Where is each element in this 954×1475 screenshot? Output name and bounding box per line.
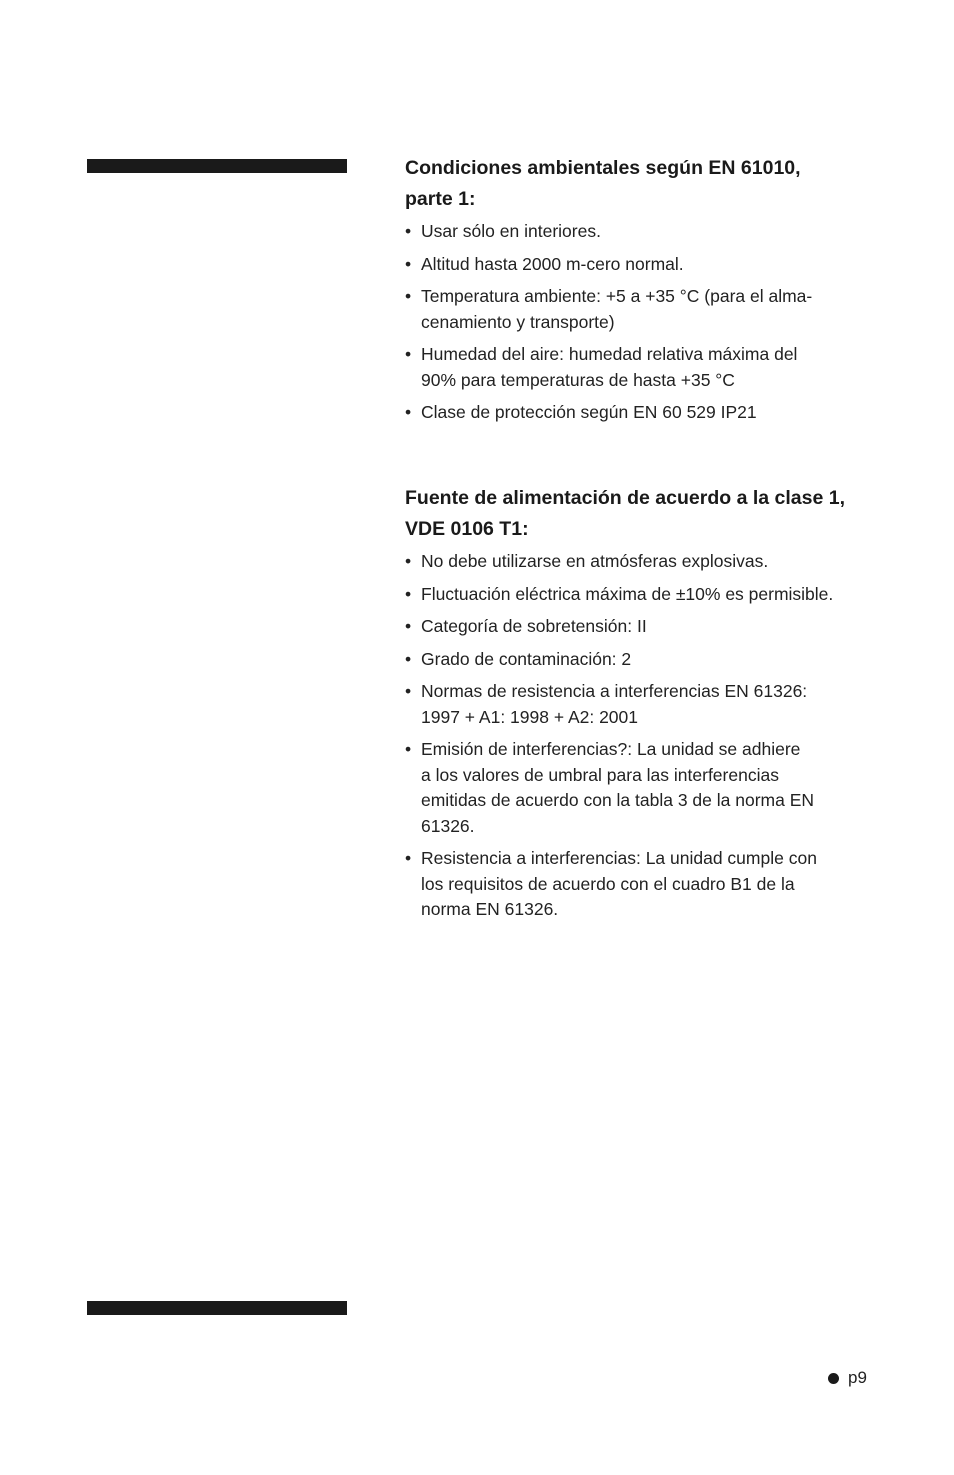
list-item — [405, 284, 875, 335]
bullet-icon: • — [405, 583, 412, 604]
bullet-icon: • — [405, 286, 412, 306]
circle-bullet-icon — [828, 1373, 839, 1384]
bullet-icon: • — [405, 681, 412, 701]
bullet-icon: • — [405, 402, 412, 422]
bullet-list — [405, 219, 875, 426]
list-item — [405, 582, 875, 608]
section-environmental-conditions — [405, 153, 875, 433]
heading-line: Fuente de alimentación de acuerdo a la clase 1, — [405, 487, 845, 509]
heading-line: Condiciones ambientales según EN 61010, — [405, 157, 801, 179]
bullet-list — [405, 549, 875, 923]
list-item-text: 61326. — [421, 815, 475, 836]
page-number — [828, 1367, 867, 1389]
list-item — [405, 400, 875, 426]
list-item-text: Emisión de interferencias?: La unidad se adhiere — [421, 739, 801, 759]
heading-line: parte 1: — [405, 188, 476, 210]
list-item-text: No debe utilizarse en atmósferas explosivas. — [421, 551, 769, 571]
list-item — [405, 679, 875, 730]
list-item-text: Altitud hasta 2000 m-cero normal. — [421, 253, 684, 274]
bullet-icon: • — [405, 848, 412, 868]
bullet-icon: • — [405, 253, 412, 274]
section-power-supply — [405, 483, 875, 930]
list-item-text: Resistencia a interferencias: La unidad cumple con — [421, 848, 817, 868]
list-item — [405, 846, 875, 923]
section-heading — [405, 483, 875, 545]
list-item-text: emitidas de acuerdo con la tabla 3 de la norma EN — [421, 790, 815, 810]
list-item-text: Humedad del aire: humedad relativa máxima del — [421, 344, 798, 364]
page-number-text: p9 — [848, 1368, 867, 1387]
heading-line: VDE 0106 T1: — [405, 518, 529, 540]
list-item — [405, 219, 875, 245]
list-item-text: Normas de resistencia a interferencias EN 61326: — [421, 681, 808, 701]
list-item — [405, 647, 875, 673]
bullet-icon: • — [405, 739, 412, 759]
bullet-icon: • — [405, 221, 412, 241]
list-item — [405, 342, 875, 393]
bullet-icon: • — [405, 551, 412, 571]
list-item-text: Usar sólo en interiores. — [421, 221, 601, 241]
list-item-text: Categoría de sobretensión: II — [421, 616, 647, 636]
section-heading — [405, 153, 875, 215]
list-item-text: Temperatura ambiente: +5 a +35 °C (para el alma- — [421, 286, 813, 306]
list-item-text: a los valores de umbral para las interferencias — [421, 764, 779, 785]
list-item — [405, 549, 875, 575]
list-item-text: 90% para temperaturas de hasta +35 °C — [421, 369, 735, 390]
list-item-text: Grado de contaminación: 2 — [421, 648, 632, 669]
top-divider-bar — [87, 159, 347, 173]
list-item-text: cenamiento y transporte) — [421, 311, 615, 332]
list-item-text: 1997 + A1: 1998 + A2: 2001 — [421, 706, 639, 727]
list-item-text: Clase de protección según EN 60 529 IP21 — [421, 402, 757, 422]
list-item — [405, 614, 875, 640]
bottom-divider-bar — [87, 1301, 347, 1315]
list-item-text: norma EN 61326. — [421, 899, 559, 919]
list-item — [405, 737, 875, 839]
bullet-icon: • — [405, 344, 412, 364]
list-item-text: los requisitos de acuerdo con el cuadro B1 de la — [421, 873, 795, 894]
bullet-icon: • — [405, 616, 412, 636]
list-item — [405, 252, 875, 278]
list-item-text: Fluctuación eléctrica máxima de ±10% es permisible. — [421, 583, 834, 604]
bullet-icon: • — [405, 648, 412, 669]
